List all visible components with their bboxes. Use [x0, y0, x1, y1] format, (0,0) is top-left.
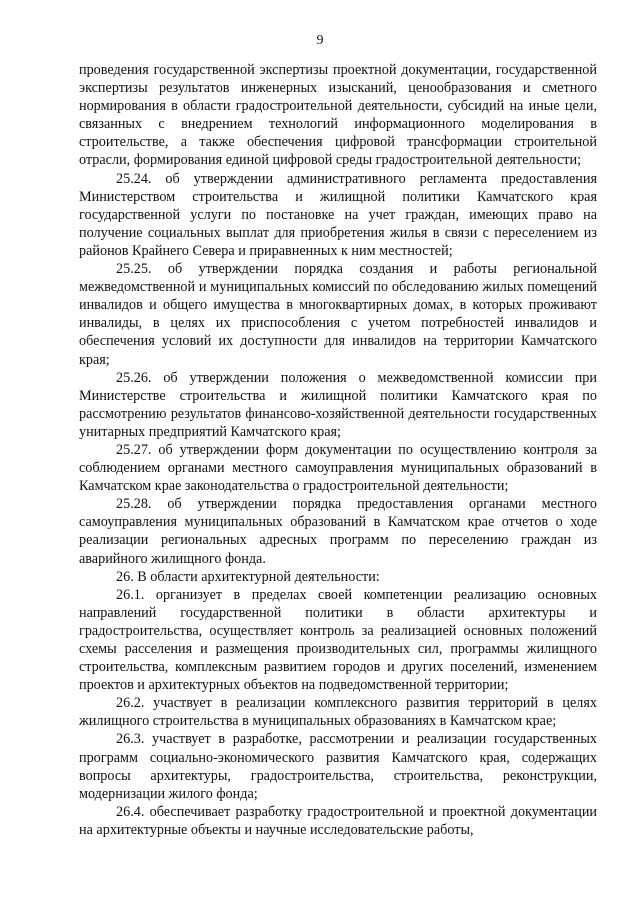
page-number: 9 — [316, 33, 324, 48]
paragraph-26-2: 26.2. участвует в реализации комплексного развития территорий в целях жилищного строительства в муниципальных образованиях в Камчатском крае; — [79, 695, 597, 730]
paragraph-25-24: 25.24. об утверждении административного регламента предоставления Министерством строительства и жилищной политики Камчатского края государственной услуги по постановке на учет граждан, имеющих право на получение социальных выплат для приобретения жилья в связи с переселением из районов Крайнего Севера и приравненных к ним местностей; — [79, 170, 597, 259]
paragraph-26: 26. В области архитектурной деятельности: — [116, 568, 380, 585]
paragraph-25-26: 25.26. об утверждении положения о межведомственной комиссии при Министерстве строительства и жилищной политики Камчатского края по рассмотрению результатов финансово-хозяйственной деятельности государственных унитарных предприятий Камчатского края; — [79, 369, 597, 440]
paragraph-25-27: 25.27. об утверждении форм документации по осуществлению контроля за соблюдением органами местного самоуправления муниципальных образований в Камчатском крае законодательства о градостроительной деятельности; — [79, 441, 597, 495]
document-body — [79, 61, 597, 839]
paragraph-26-1: 26.1. организует в пределах своей компетенции реализацию основных направлений государственной политики в области архитектуры и градостроительства, осуществляет контроль за реализацией основных положений схемы расселения и размещения производительных сил, программы жилищного строительства, комплексным развитием городов и других поселений, изменением проектов и архитектурных объектов на подведомственной территории; — [79, 586, 597, 694]
paragraph-25-28: 25.28. об утверждении порядка предоставления органами местного самоуправления муниципальных образований в Камчатском крае отчетов о ходе реализации региональных адресных программ по переселению граждан из аварийного жилищного фонда. — [79, 496, 597, 567]
paragraph-25-25: 25.25. об утверждении порядка создания и работы региональной межведомственной и муниципальных комиссий по обследованию жилых помещений инвалидов и общего имущества в многоквартирных домах, в которых проживают инвалиды, в целях их приспособления с учетом потребностей инвалидов и обеспечения условий их доступности для инвалидов на территории Камчатского края; — [79, 261, 597, 368]
paragraph-continuation: проведения государственной экспертизы проектной документации, государственной экспертизы результатов инженерных изысканий, ценообразования и сметного нормирования в области градостроительной деятельности, субсидий на иные цели, связанных с внедрением технологий информационного моделирования в строительстве, а также обеспечения цифровой трансформации строительной отрасли, формирования единой цифровой среды градостроительной деятельности; — [79, 62, 597, 169]
paragraph-26-4: 26.4. обеспечивает разработку градостроительной и проектной документации на архитектурные объекты и научные исследовательские работы, — [79, 803, 597, 838]
paragraph-26-3: 26.3. участвует в разработке, рассмотрении и реализации государственных программ социально-экономического развития Камчатского края, содержащих вопросы архитектуры, градостроительства, строительства, реконструкции, модернизации жилого фонда; — [79, 731, 597, 802]
